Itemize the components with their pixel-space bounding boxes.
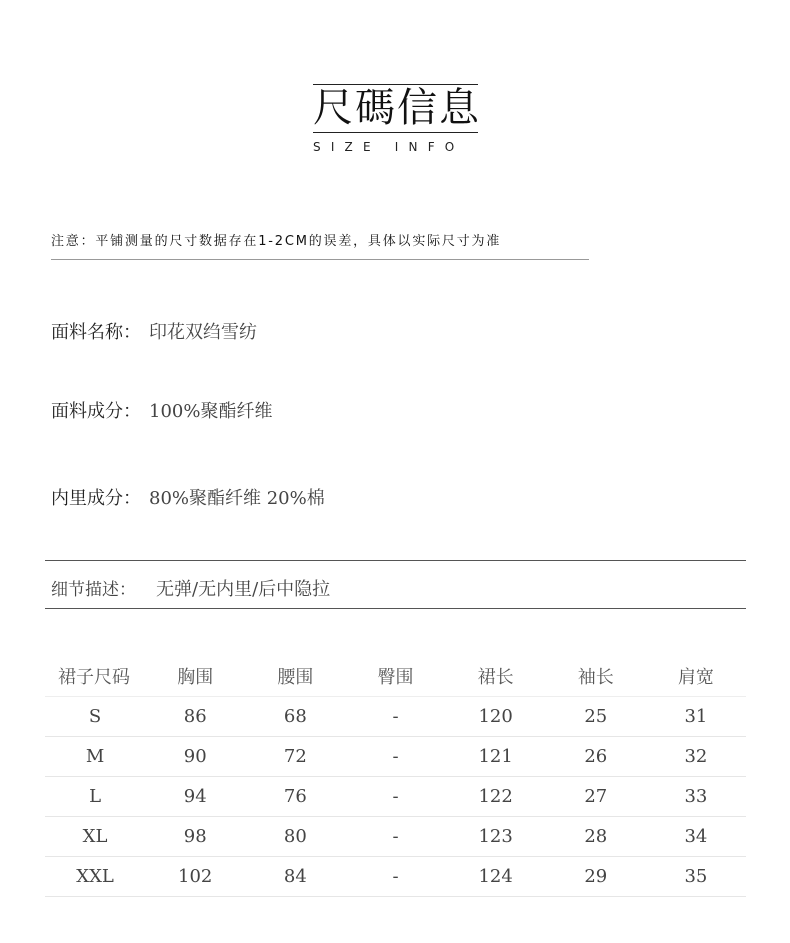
fabric-name-label: 面料名称： [51, 322, 141, 343]
header-hip: 臀围 [345, 656, 445, 697]
header-waist: 腰围 [245, 656, 345, 697]
table-cell: XL [45, 817, 145, 857]
table-cell: 34 [646, 817, 746, 857]
detail-bottom-divider [45, 608, 746, 609]
fabric-composition-label: 面料成分： [51, 401, 141, 422]
table-cell: 84 [245, 857, 345, 897]
detail-top-divider [45, 560, 746, 561]
table-cell: - [345, 697, 445, 737]
header-size: 裙子尺码 [45, 656, 145, 697]
detail-label: 细节描述： [51, 580, 136, 600]
header-bust: 胸围 [145, 656, 245, 697]
fabric-name-value: 印花双绉雪纺 [149, 322, 257, 343]
detail-row [51, 575, 330, 601]
table-cell: 123 [446, 817, 546, 857]
table-cell: 86 [145, 697, 245, 737]
table-cell: 90 [145, 737, 245, 777]
title-bottom-rule [313, 132, 478, 133]
title-block [313, 84, 481, 133]
table-cell: 33 [646, 777, 746, 817]
table-cell: L [45, 777, 145, 817]
fabric-composition-row [51, 397, 272, 423]
table-cell: XXL [45, 857, 145, 897]
fabric-name-row [51, 318, 257, 344]
table-cell: 29 [546, 857, 646, 897]
table-cell: 31 [646, 697, 746, 737]
header-shoulder-width: 肩宽 [646, 656, 746, 697]
table-cell: 68 [245, 697, 345, 737]
table-cell: 121 [446, 737, 546, 777]
table-cell: S [45, 697, 145, 737]
table-cell: 72 [245, 737, 345, 777]
table-cell: 27 [546, 777, 646, 817]
table-row [45, 817, 746, 857]
table-cell: M [45, 737, 145, 777]
size-table-header-row [45, 656, 746, 697]
note-divider [51, 259, 589, 260]
page-subtitle: SIZE INFO [313, 140, 465, 154]
lining-composition-label: 内里成分： [51, 488, 141, 509]
fabric-composition-value: 100%聚酯纤维 [149, 401, 273, 422]
table-cell: 32 [646, 737, 746, 777]
table-cell: - [345, 777, 445, 817]
table-row [45, 857, 746, 897]
table-cell: 120 [446, 697, 546, 737]
detail-value: 无弹/无内里/后中隐拉 [156, 579, 331, 600]
table-row [45, 737, 746, 777]
table-cell: 35 [646, 857, 746, 897]
table-cell: 80 [245, 817, 345, 857]
table-row [45, 697, 746, 737]
table-cell: 94 [145, 777, 245, 817]
header-skirt-length: 裙长 [446, 656, 546, 697]
table-cell: 124 [446, 857, 546, 897]
table-row [45, 777, 746, 817]
table-cell: 26 [546, 737, 646, 777]
table-cell: - [345, 817, 445, 857]
page-title: 尺碼信息 [313, 85, 481, 131]
table-cell: 28 [546, 817, 646, 857]
lining-composition-row [51, 484, 325, 510]
header-sleeve-length: 袖长 [546, 656, 646, 697]
lining-composition-value: 80%聚酯纤维 20%棉 [149, 488, 325, 509]
table-cell: 76 [245, 777, 345, 817]
table-cell: - [345, 857, 445, 897]
table-cell: 102 [145, 857, 245, 897]
table-cell: - [345, 737, 445, 777]
measurement-note: 注意：平铺测量的尺寸数据存在1-2CM的误差，具体以实际尺寸为准 [51, 234, 502, 249]
table-cell: 122 [446, 777, 546, 817]
table-cell: 25 [546, 697, 646, 737]
size-table [45, 656, 746, 897]
table-cell: 98 [145, 817, 245, 857]
